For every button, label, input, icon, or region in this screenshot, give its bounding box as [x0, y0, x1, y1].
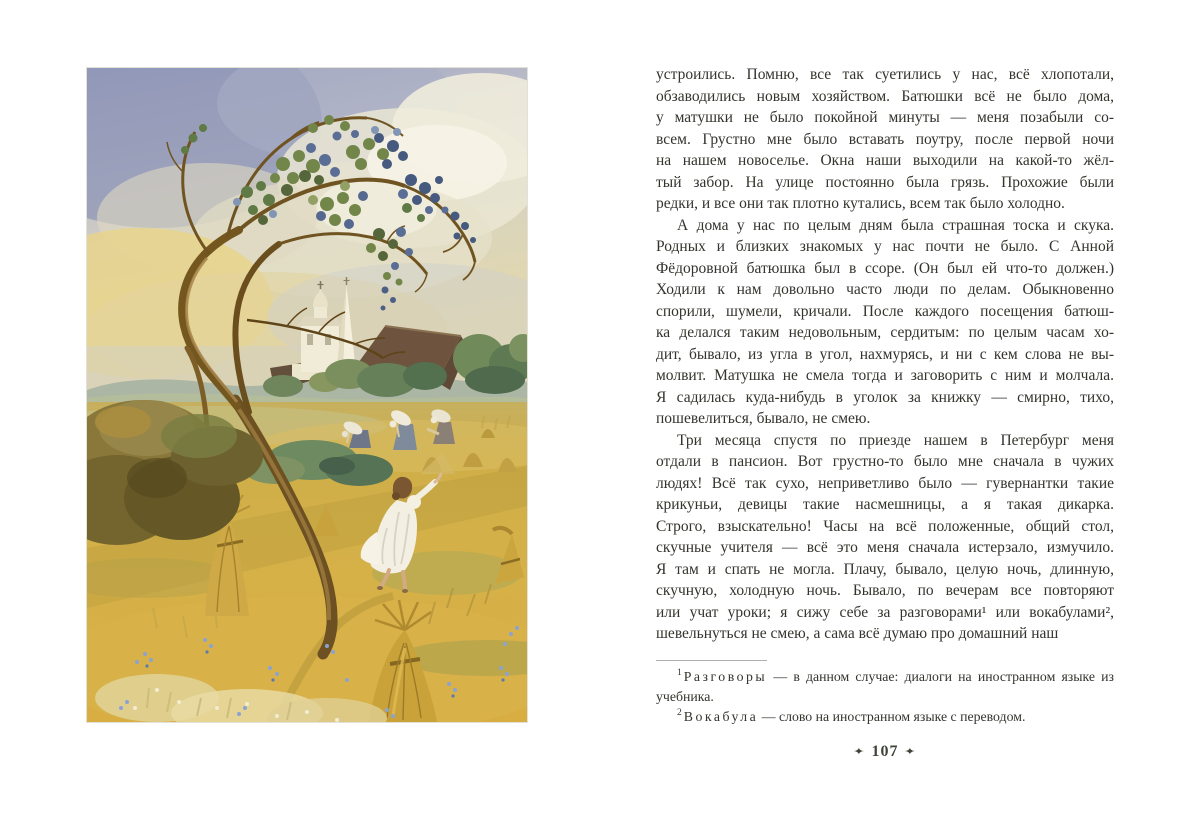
ornament-icon: ✦: [903, 745, 917, 757]
page-number-row: [656, 743, 1114, 761]
text-line: устроились. Помню, все так суетились у нас, всё хлопотали,: [656, 66, 1114, 83]
footnote-definition: — в данном случае: диалоги на иностранном языке из учебника.: [656, 668, 1115, 704]
text-line: А дома у нас по целым дням была страшная тоска и скука.: [677, 216, 1114, 234]
footnote-marker: 1: [677, 667, 682, 678]
text-line: дит, бывало, из угла в угол, нахмурясь, и ни с кем слова не вы-: [656, 345, 1114, 363]
footnotes: [656, 667, 1114, 727]
ornament-icon: ✦: [853, 745, 867, 757]
text-line: или учат уроки; я сижу себе за разговорами¹ или вокабулами²,: [656, 603, 1114, 621]
footnote-term: Разговоры: [683, 668, 768, 684]
footnote: [656, 707, 1114, 727]
footnote-separator: [656, 660, 767, 661]
text-line: Родных и близких знакомых у нас почти не было. С Анной: [656, 238, 1114, 255]
text-line: Фёдоровной батюшка был в ссоре. (Он был ей что-то должен.): [656, 259, 1114, 277]
text-line: всем. Грустно мне было вставать поутру, после первой ночи: [656, 130, 1114, 148]
text-line: Три месяца спустя по приезде нашем в Петербург меня: [677, 431, 1114, 449]
page-number: 107: [871, 742, 899, 760]
text-line: редки, и все они так плотно кутались, всем так было холодно.: [656, 195, 1065, 212]
text-line: отдали в пансион. Вот грустно-то было мне сначала в чужих: [656, 453, 1114, 470]
text-line: пошевелиться, бывало, не смею.: [656, 410, 871, 427]
page-text-column: [656, 64, 1114, 761]
text-line: скучные учителя — всё это меня сначала истерзало, измучило.: [656, 539, 1114, 556]
footnote-marker: 2: [677, 707, 682, 718]
illustration-art: [87, 68, 527, 722]
text-line: Строго, взыскательно! Часы на всё положенные, общий стол,: [656, 517, 1114, 535]
text-line: молвит. Матушка не смела тогда и заговорить с ним и молчала.: [656, 367, 1114, 384]
text-line: крикуньи, девицы такие насмешницы, а я такая дикарка.: [656, 496, 1114, 513]
illustration: [87, 68, 527, 722]
footnote-definition: — слово на иностранном языке с переводом.: [761, 708, 1026, 724]
text-line: тый забор. На улице постоянно была грязь. Прохожие были: [656, 173, 1114, 191]
footnote-term: Вокабула: [683, 708, 759, 724]
text-line: Ходили к нам довольно часто люди по делам. Обыкновенно: [656, 281, 1114, 298]
body-text: [656, 64, 1114, 645]
text-line: людях! Всё так сухо, неприветливо было — гувернантки такие: [656, 474, 1114, 492]
text-line: на нашем новоселье. Окна наши выходили на какой-то жёл-: [656, 152, 1114, 169]
text-line: ка делался таким недовольным, сердитым: по целым часам хо-: [656, 324, 1114, 341]
text-line: обзаводились новым хозяйством. Батюшки всё не было дома,: [656, 87, 1114, 105]
text-line: Я там и спать не могла. Плачу, бывало, целую ночь, длинную,: [656, 560, 1114, 578]
text-line: Я садилась куда-нибудь в уголок за книжку — смирно, тихо,: [656, 388, 1114, 406]
text-line: скучную, холодную ночь. Бывало, по вечерам все повторяют: [656, 582, 1114, 599]
text-line: у матушки не было покойной минуты — меня позабыли со-: [656, 109, 1114, 126]
text-line: спорили, шумели, кричали. После каждого посещения батюш-: [656, 302, 1114, 320]
footnote: [656, 667, 1114, 707]
text-line: шевельнуться не смею, а сама всё думаю про домашний наш: [656, 625, 1059, 642]
